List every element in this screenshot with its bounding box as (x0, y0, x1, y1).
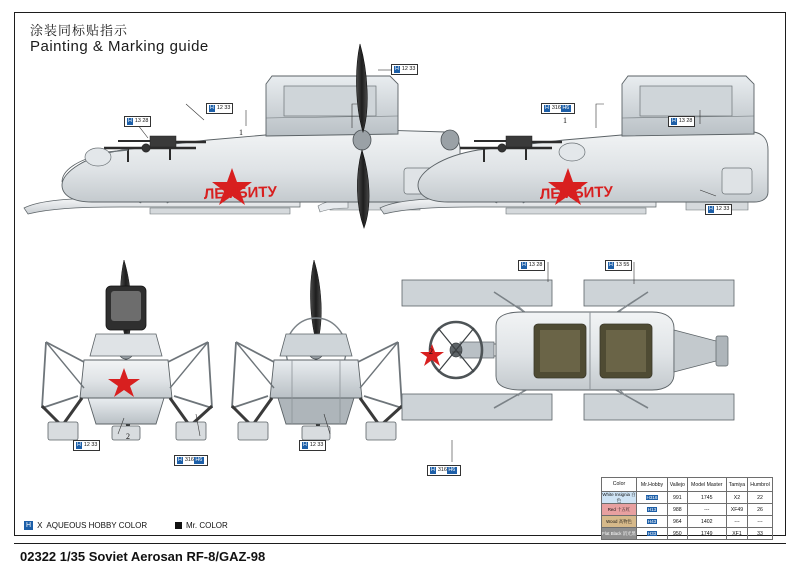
callout-h12-33-c: H 12 33 (705, 204, 732, 215)
kit-title: 1/35 Soviet Aerosan RF-8/GAZ-98 (59, 549, 266, 564)
vallejo-code: 964 (668, 516, 688, 528)
table-row (602, 492, 773, 504)
page-title-chinese: 涂装同标贴指示 (30, 23, 129, 38)
part-number-1-left: 1 (239, 128, 243, 137)
callout-h12-33-a: H 12 33 (391, 64, 418, 75)
th-color: Color (602, 478, 637, 492)
humbrol-code: 33 (748, 528, 773, 540)
color-name: Wood 高物色 (602, 516, 637, 528)
th-tamiya: Tamiya (726, 478, 747, 492)
table-header-row (602, 478, 773, 492)
humbrol-code: --- (748, 516, 773, 528)
callout-h12-33-d: H 12 33 (73, 440, 100, 451)
aqueous-label: AQUEOUS HOBBY COLOR (46, 521, 148, 530)
part-number-1-right: 1 (563, 116, 567, 125)
callout-h316-a: H 316 H6 (541, 103, 575, 114)
part-number-2-plan: 2 (429, 347, 433, 356)
th-vallejo: Vallejo (668, 478, 688, 492)
legend-aqueous (24, 521, 147, 530)
color-name: White Insignia 白色 (602, 492, 636, 503)
modelmaster-code: 1749 (687, 528, 726, 540)
black-swatch-icon (175, 522, 182, 529)
callout-h316-c: H 316 H6 (427, 465, 461, 476)
legend-mr-color (175, 521, 228, 530)
kit-identification (20, 549, 265, 564)
vallejo-code: 988 (668, 504, 688, 516)
callout-h13-28-a: H 13 28 (124, 116, 151, 127)
vallejo-code: 991 (668, 492, 688, 504)
footer-divider (14, 543, 786, 544)
kit-number: 02322 (20, 549, 57, 564)
callout-h13-55: H 13 55 (605, 260, 632, 271)
table-row (602, 516, 773, 528)
humbrol-code: 26 (748, 504, 773, 516)
modelmaster-code: 1402 (687, 516, 726, 528)
modelmaster-code: 1745 (687, 492, 726, 504)
table-row (602, 504, 773, 516)
svg-text:ЛЕМБИТУ: ЛЕМБИТУ (539, 183, 614, 203)
mrhobby-code: H43 (637, 516, 668, 528)
aqueous-x: X (37, 521, 43, 530)
color-cross-reference-table (601, 477, 773, 540)
callout-h13-28-b: H 13 28 (668, 116, 695, 127)
part-number-2-front: 2 (126, 432, 130, 441)
tamiya-code: XF49 (726, 504, 747, 516)
vallejo-code: 950 (668, 528, 688, 540)
color-name: Flat Black 消光黑 (602, 528, 637, 540)
mrhobby-code: H316 (637, 492, 668, 504)
tamiya-code: X2 (726, 492, 747, 504)
callout-h12-33-e: H 12 33 (299, 440, 326, 451)
callout-h13-28-c: H 13 28 (518, 260, 545, 271)
color-name: Red 十五红 (602, 504, 637, 516)
tamiya-code: XF1 (726, 528, 747, 540)
mrhobby-code: H33 (637, 528, 668, 540)
table-row (602, 528, 773, 540)
mrhobby-code: H13 (637, 504, 668, 516)
th-modelmaster: Model Master (687, 478, 726, 492)
th-mrhobby: Mr.Hobby (637, 478, 668, 492)
th-humbrol: Humbrol (748, 478, 773, 492)
modelmaster-code: --- (687, 504, 726, 516)
aqueous-code-chip: H (26, 522, 32, 529)
svg-text:ЛЕМБИТУ: ЛЕМБИТУ (203, 183, 278, 203)
mr-color-label: Mr. COLOR (186, 521, 228, 530)
page-title: Painting & Marking guide (30, 38, 209, 55)
humbrol-code: 22 (748, 492, 773, 504)
callout-h12-33-b: H 12 33 (206, 103, 233, 114)
callout-h316-b: H 316 H6 (174, 455, 208, 466)
tamiya-code: --- (726, 516, 747, 528)
